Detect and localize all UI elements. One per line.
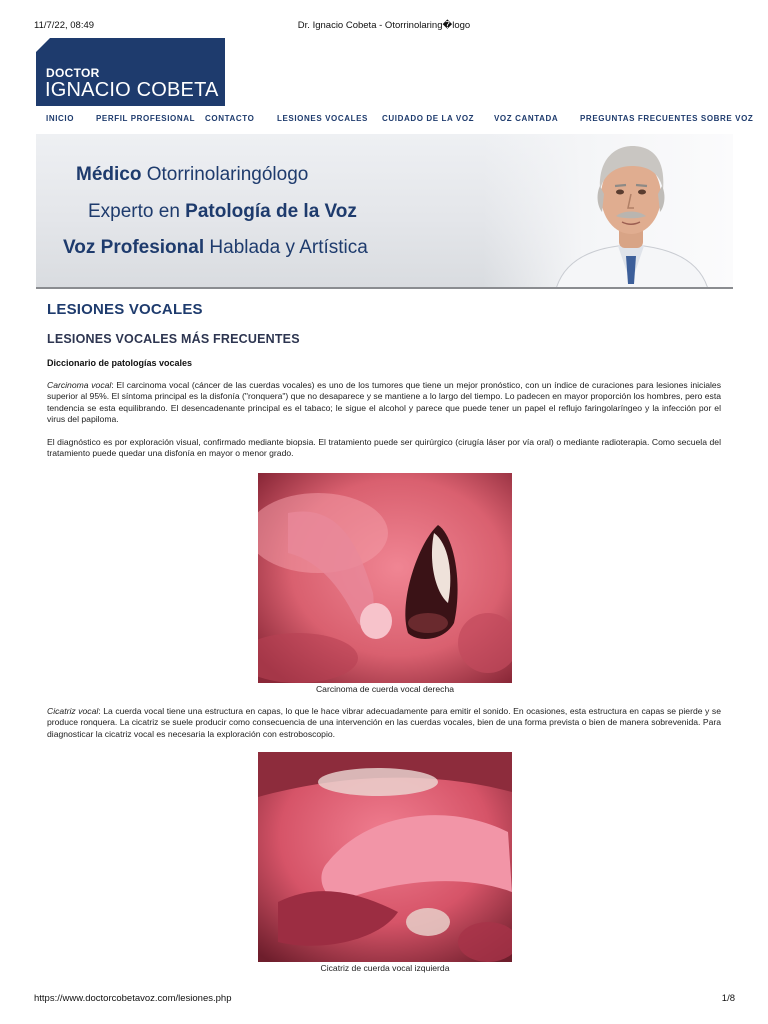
print-footer xyxy=(0,993,768,1007)
print-url[interactable]: https://www.doctorcobetavoz.com/lesiones.php xyxy=(34,993,232,1004)
print-date: 11/7/22, 08:49 xyxy=(34,20,95,31)
main-nav xyxy=(36,114,754,126)
section-subtitle: LESIONES VOCALES MÁS FRECUENTES xyxy=(47,332,300,346)
logo-line-doctor: DOCTOR xyxy=(46,66,100,80)
nav-preguntas-frecuentes[interactable]: PREGUNTAS FRECUENTES SOBRE VOZ xyxy=(580,114,754,123)
nav-lesiones-vocales[interactable]: LESIONES VOCALES xyxy=(277,114,368,123)
paragraph-cicatriz: Cicatriz vocal: La cuerda vocal tiene una estructura en capas, lo que le hace vibrar adecuadamente para emitir el sonido. En ocasiones, esta estructura en capas se pierde y se produce ronquera. La cicatriz se suele producir como consecuencia de una intervención en las cuerdas vocales, bien de una forma prevista o bien de manera sobrevenida. Para diagnosticar la cicatriz vocal es necesaria la exploración con estroboscopio. xyxy=(47,706,721,739)
banner-line-medico: Médico Otorrinolaringólogo xyxy=(76,164,309,185)
dictionary-title: Diccionario de patologías vocales xyxy=(47,358,193,368)
print-page-number: 1/8 xyxy=(721,993,735,1004)
banner-line-voz-profesional: Voz Profesional Hablada y Artística xyxy=(63,237,368,258)
banner-line-experto: Experto en Patología de la Voz xyxy=(88,201,357,222)
nav-voz-cantada[interactable]: VOZ CANTADA xyxy=(494,114,559,123)
nav-contacto[interactable]: CONTACTO xyxy=(205,114,255,123)
nav-cuidado-de-la-voz[interactable]: CUIDADO DE LA VOZ xyxy=(382,114,475,123)
paragraph-diagnostico: El diagnóstico es por exploración visual, confirmado mediante biopsia. El tratamiento puede ser quirúrgico (cirugía láser por vía oral) o mediante radioterapia. Como secuela del tratamiento puede quedar una disfonía en mayor o menor grado. xyxy=(47,437,721,459)
print-page-title: Dr. Ignacio Cobeta - Otorrinolaring�logo xyxy=(297,20,471,31)
section-title: LESIONES VOCALES xyxy=(47,301,203,318)
nav-perfil-profesional[interactable]: PERFIL PROFESIONAL xyxy=(96,114,196,123)
term-carcinoma-vocal: Carcinoma vocal xyxy=(47,380,112,390)
hero-banner xyxy=(36,134,733,289)
logo-corner-notch xyxy=(36,38,50,52)
logo-line-name: IGNACIO COBETA xyxy=(45,79,219,101)
nav-inicio[interactable]: INICIO xyxy=(46,114,75,123)
caption-cicatriz: Cicatriz de cuerda vocal izquierda xyxy=(320,963,450,973)
carcinoma-endoscopy-image xyxy=(258,473,512,683)
print-header xyxy=(0,20,768,34)
paragraph-carcinoma: Carcinoma vocal: El carcinoma vocal (cáncer de las cuerdas vocales) es uno de los tumores que tiene un mejor pronóstico, con un índice de curaciones para lesiones iniciales superior al 95%. El síntoma principal es la disfonía ("ronquera") que no desaparece y se mantiene a lo largo del tiempo. Lo padecen en mayor proporción los hombres, pero esta tendencia se esta equilibrando. El desencadenante principal es el tabaco; le sigue el alcohol y parece que puede tener un papel el reflujo faringolaríngeo y la infección por el virus del papiloma. xyxy=(47,380,721,425)
cicatriz-endoscopy-image xyxy=(258,752,512,962)
site-logo[interactable] xyxy=(36,38,225,106)
term-cicatriz-vocal: Cicatriz vocal xyxy=(47,706,99,716)
caption-carcinoma: Carcinoma de cuerda vocal derecha xyxy=(315,684,455,694)
doctor-portrait xyxy=(536,134,726,289)
